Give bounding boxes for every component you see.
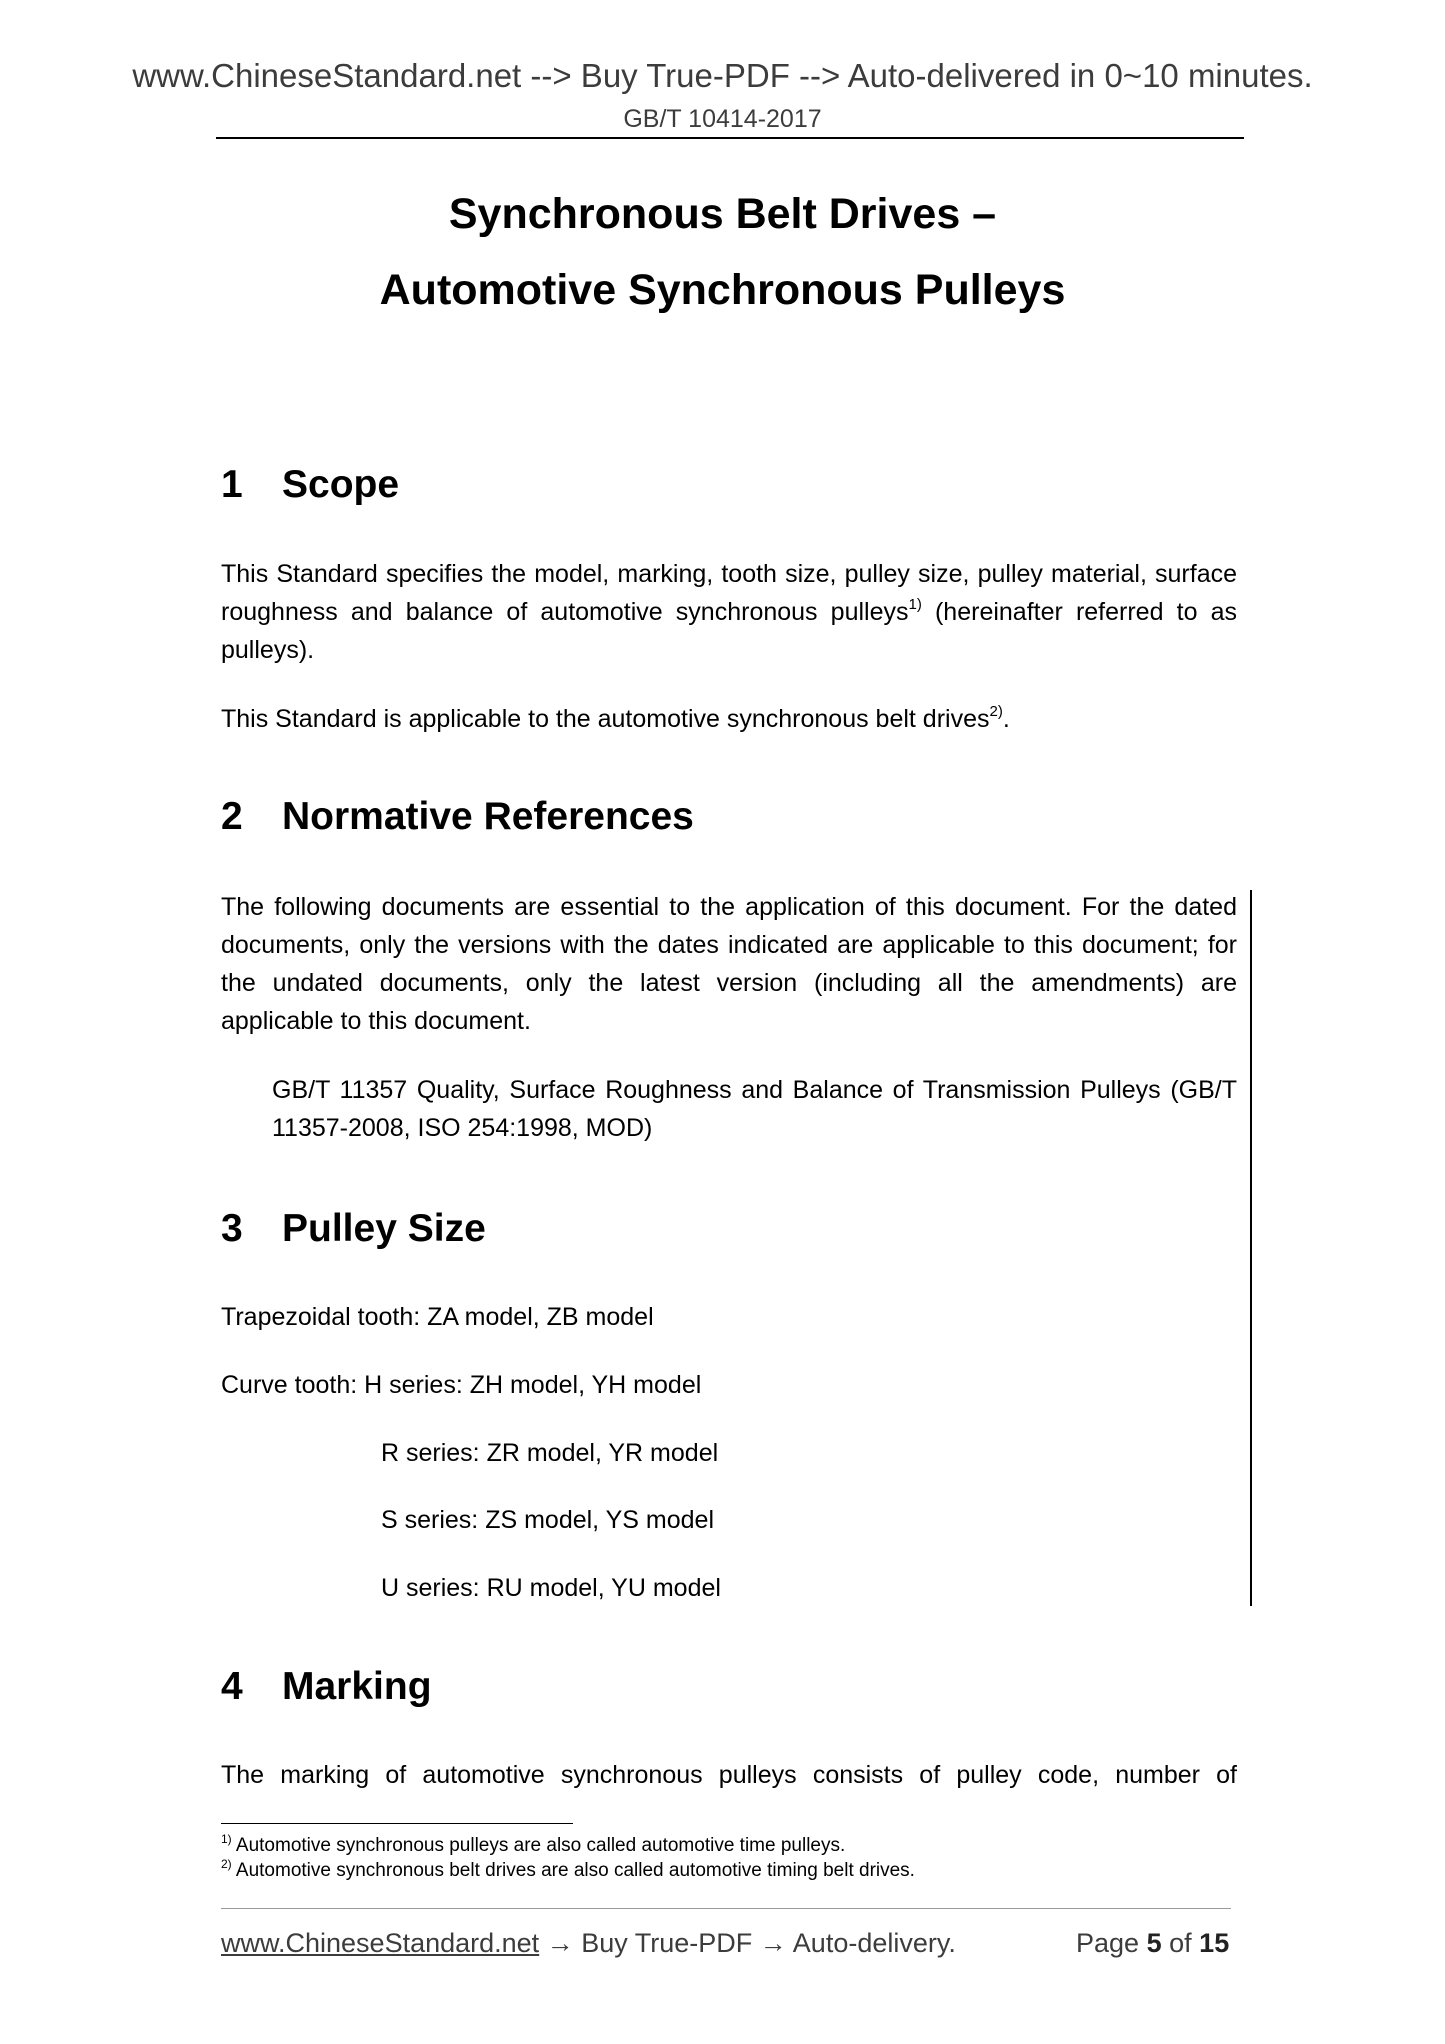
reference-entry: GB/T 11357 Quality, Surface Roughness and Balance of Transmission Pulleys (GB/T 11357-2008, ISO 254:1998, MOD)	[272, 1076, 1237, 1142]
section-number: 3	[221, 1207, 243, 1250]
scope-paragraph-2: This Standard is applicable to the automotive synchronous belt drives$^{2)}$.	[221, 703, 1010, 733]
site-banner[interactable]: www.ChineseStandard.net --> Buy True-PDF --> Auto-delivered in 0~10 minutes.	[132, 57, 1313, 94]
footer-buy-link[interactable]: Buy True-PDF	[581, 1928, 753, 1958]
section-heading-normative-references	[221, 794, 694, 840]
scope-paragraph-1: This Standard specifies the model, marking, tooth size, pulley size, pulley material, surface roughness and balance of automotive synchronous pulleys$^{1)}$ (hereinafter referred to as pulleys).	[221, 560, 1238, 664]
section-number: 4	[221, 1665, 243, 1708]
page-indicator: Page 5 of 15	[1076, 1928, 1230, 1958]
total-pages: 15	[1199, 1928, 1230, 1958]
footer-site-link[interactable]: www.ChineseStandard.net	[221, 1928, 540, 1958]
section-heading-pulley-size	[221, 1206, 486, 1252]
footnote-ref-1[interactable]: 1)	[908, 596, 922, 613]
arrow-right-icon: →	[546, 1928, 574, 1958]
header-rule	[216, 137, 1244, 139]
footnote-mark: 2)	[221, 1857, 232, 1871]
footnote-1: $^{1)}$ Automotive synchronous pulleys are also called automotive time pulleys.	[221, 1832, 846, 1856]
footnote-mark: 1)	[221, 1832, 232, 1846]
standard-number: GB/T 10414-2017	[623, 105, 822, 133]
pulley-model-line: Trapezoidal tooth: ZA model, ZB model	[221, 1303, 654, 1331]
section-number: 2	[221, 795, 243, 838]
section-title: Pulley Size	[282, 1207, 486, 1250]
pulley-model-line: U series: RU model, YU model	[381, 1574, 721, 1602]
document-title-line2: Automotive Synchronous Pulleys	[379, 266, 1066, 314]
document-title-line1: Synchronous Belt Drives –	[448, 190, 997, 238]
footnote-rule	[221, 1823, 573, 1824]
footer-delivery-text: Auto-delivery.	[792, 1928, 956, 1958]
marking-paragraph: The marking of automotive synchronous pulleys consists of pulley code, number of	[221, 1761, 1237, 1789]
section-heading-marking	[221, 1664, 432, 1710]
section-heading-scope	[221, 462, 399, 508]
footer-rule	[221, 1908, 1231, 1909]
footnote-2: $^{2)}$ Automotive synchronous belt drives are also called automotive timing belt drives.	[221, 1857, 915, 1881]
section-title: Scope	[282, 463, 400, 506]
section-title: Marking	[282, 1665, 432, 1708]
normative-intro-paragraph: The following documents are essential to the application of this document. For the dated documents, only the versions with the dates indicated are applicable to this document; for the undated documents, only the latest version (including all the amendments) are applicable to this document.	[221, 893, 1237, 1035]
pulley-model-line: R series: ZR model, YR model	[381, 1439, 719, 1467]
section-title: Normative References	[282, 795, 694, 838]
footnote-ref-2[interactable]: 2)	[989, 703, 1003, 720]
pulley-model-line: S series: ZS model, YS model	[381, 1506, 715, 1534]
revision-change-bar	[1250, 890, 1252, 1606]
pulley-model-line: Curve tooth: H series: ZH model, YH model	[221, 1371, 702, 1399]
footer-links	[221, 1926, 956, 1960]
arrow-right-icon: →	[759, 1928, 787, 1958]
current-page: 5	[1146, 1928, 1162, 1958]
section-number: 1	[221, 463, 243, 506]
